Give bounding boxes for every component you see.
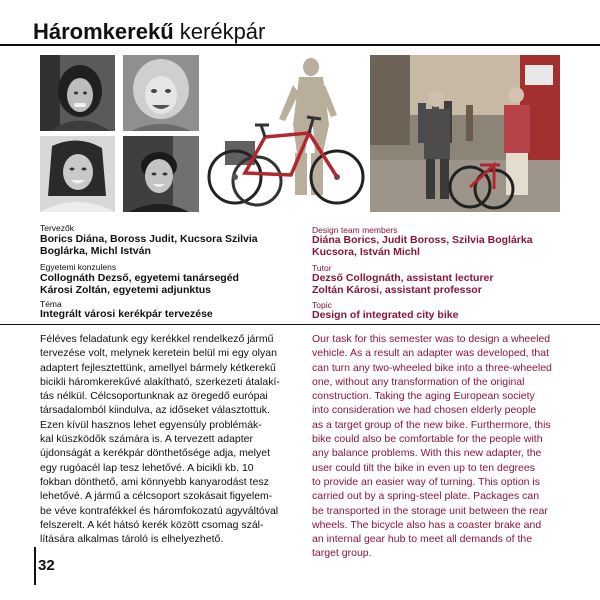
- hu-text-line: újdonságát a kerékpár dönthetősége adja, melyet: [40, 447, 270, 460]
- hu-text-line: adaptert fejlesztettünk, amellyel bármely kétkerekű: [40, 361, 276, 374]
- street-scene-photo: [370, 55, 560, 212]
- portrait-photo-1: [40, 55, 115, 131]
- portrait-photo-3: [40, 136, 115, 212]
- en-text-line: carried out by a spring-steel plate. Packages can: [312, 490, 540, 503]
- team-line-hu-2: Boglárka, Michl István: [40, 245, 151, 257]
- hu-text-line: tás nélkül. Célcsoportunknak az öregedő európai: [40, 390, 268, 403]
- hu-text-line: fokban dönthető, ami könnyebb kanyarodást tesz: [40, 475, 269, 488]
- topic-line-en: Design of integrated city bike: [312, 309, 459, 321]
- topic-label-en: Topic: [312, 300, 332, 310]
- en-text-line: into consideration we had chosen elderly people: [312, 404, 537, 417]
- title-bold: Háromkerekű: [33, 19, 174, 44]
- team-line-en-2: Kucsora, István Michl: [312, 246, 420, 258]
- title-normal: kerékpár: [179, 19, 266, 44]
- hungarian-description: [40, 332, 292, 546]
- consultant-line-hu-1: Collognáth Dezső, egyetemi tanársegéd: [40, 272, 239, 284]
- hu-text-line: társadalomból kiindulva, az időseket választottuk.: [40, 404, 270, 417]
- team-line-en-1: Diána Borics, Judit Boross, Szilvia Boglárka: [312, 234, 533, 246]
- topic-label-hu: Téma: [40, 299, 62, 309]
- en-text-line: bike could also be comfortable for the people with: [312, 433, 543, 446]
- middle-rule: [0, 324, 600, 325]
- hu-text-line: Ezen kívül hasznos lehet egyensúly problémák-: [40, 418, 262, 431]
- tricycle-product-photo: [205, 55, 365, 212]
- team-label-hu: Tervezők: [40, 223, 75, 233]
- tutor-line-en-2: Zoltán Károsi, assistant professor: [312, 284, 482, 296]
- hu-text-line: lítására alkalmas tároló is elhelyezhető.: [40, 533, 224, 546]
- en-text-line: can turn any two-wheeled bike into a three-wheeled: [312, 361, 552, 374]
- tutor-label-en: Tutor: [312, 263, 332, 273]
- english-description: [312, 332, 564, 561]
- en-text-line: to provide an easier way of turning. This option is: [312, 475, 541, 488]
- en-text-line: one, without any transformation of the original: [312, 375, 525, 388]
- hu-text-line: egy rugóacél lap tesz lehetővé. A bicikli kb. 10: [40, 461, 254, 474]
- team-label-en: Design team members: [312, 225, 398, 235]
- en-text-line: any balance problems. With this new adapter, the: [312, 447, 542, 460]
- en-text-line: be transported in the storage unit between the rear: [312, 504, 548, 517]
- hu-text-line: lehetővé. A jármű a célcsoport szokásait figyelem-: [40, 490, 273, 503]
- en-text-line: construction. Taking the aging European society: [312, 390, 535, 403]
- hu-text-line: Féléves feladatunk egy kerékkel rendelkező jármű: [40, 333, 274, 345]
- consultant-label-hu: Egyetemi konzulens: [40, 262, 117, 272]
- en-text-line: an internal gear hub to meet all demands of the: [312, 533, 533, 546]
- top-rule: [0, 44, 600, 46]
- topic-line-hu: Integrált városi kerékpár tervezése: [40, 308, 213, 320]
- page-title: [33, 19, 265, 45]
- en-text-line: target group.: [312, 547, 372, 560]
- en-text-line: user could tilt the bike in even up to ten degrees: [312, 461, 535, 474]
- hu-text-line: be véve kontrafékkel és háromfokozatú agyváltóval: [40, 504, 279, 517]
- page-number: 32: [38, 557, 55, 574]
- hu-text-line: felszerelt. A két hátsó kerék között csomag szál-: [40, 518, 264, 531]
- hu-text-line: bicikli háromkerekűvé alakítható, szerkezeti átalakí-: [40, 375, 280, 388]
- tutor-line-en-1: Dezső Collognáth, assistant lecturer: [312, 272, 494, 284]
- hu-text-line: kal küszködők számára is. A tervezett adapter: [40, 433, 254, 446]
- hu-text-line: tervezése volt, melynek keretein belül mi egy olyan: [40, 347, 277, 360]
- consultant-line-hu-2: Károsi Zoltán, egyetemi adjunktus: [40, 284, 211, 296]
- portrait-photo-2: [123, 55, 199, 131]
- en-text-line: vehicle. As a result an adapter was developed, that: [312, 347, 549, 360]
- team-line-hu-1: Borics Diána, Boross Judit, Kucsora Szilvia: [40, 233, 258, 245]
- page-number-bar: [34, 547, 36, 585]
- en-text-line: wheels. The bicycle also has a coaster brake and: [312, 518, 542, 531]
- en-text-line: as a target group of the new bike. Furthermore, this: [312, 418, 551, 431]
- en-text-line: Our task for this semester was to design a wheeled: [312, 333, 551, 345]
- portrait-photo-4: [123, 136, 199, 212]
